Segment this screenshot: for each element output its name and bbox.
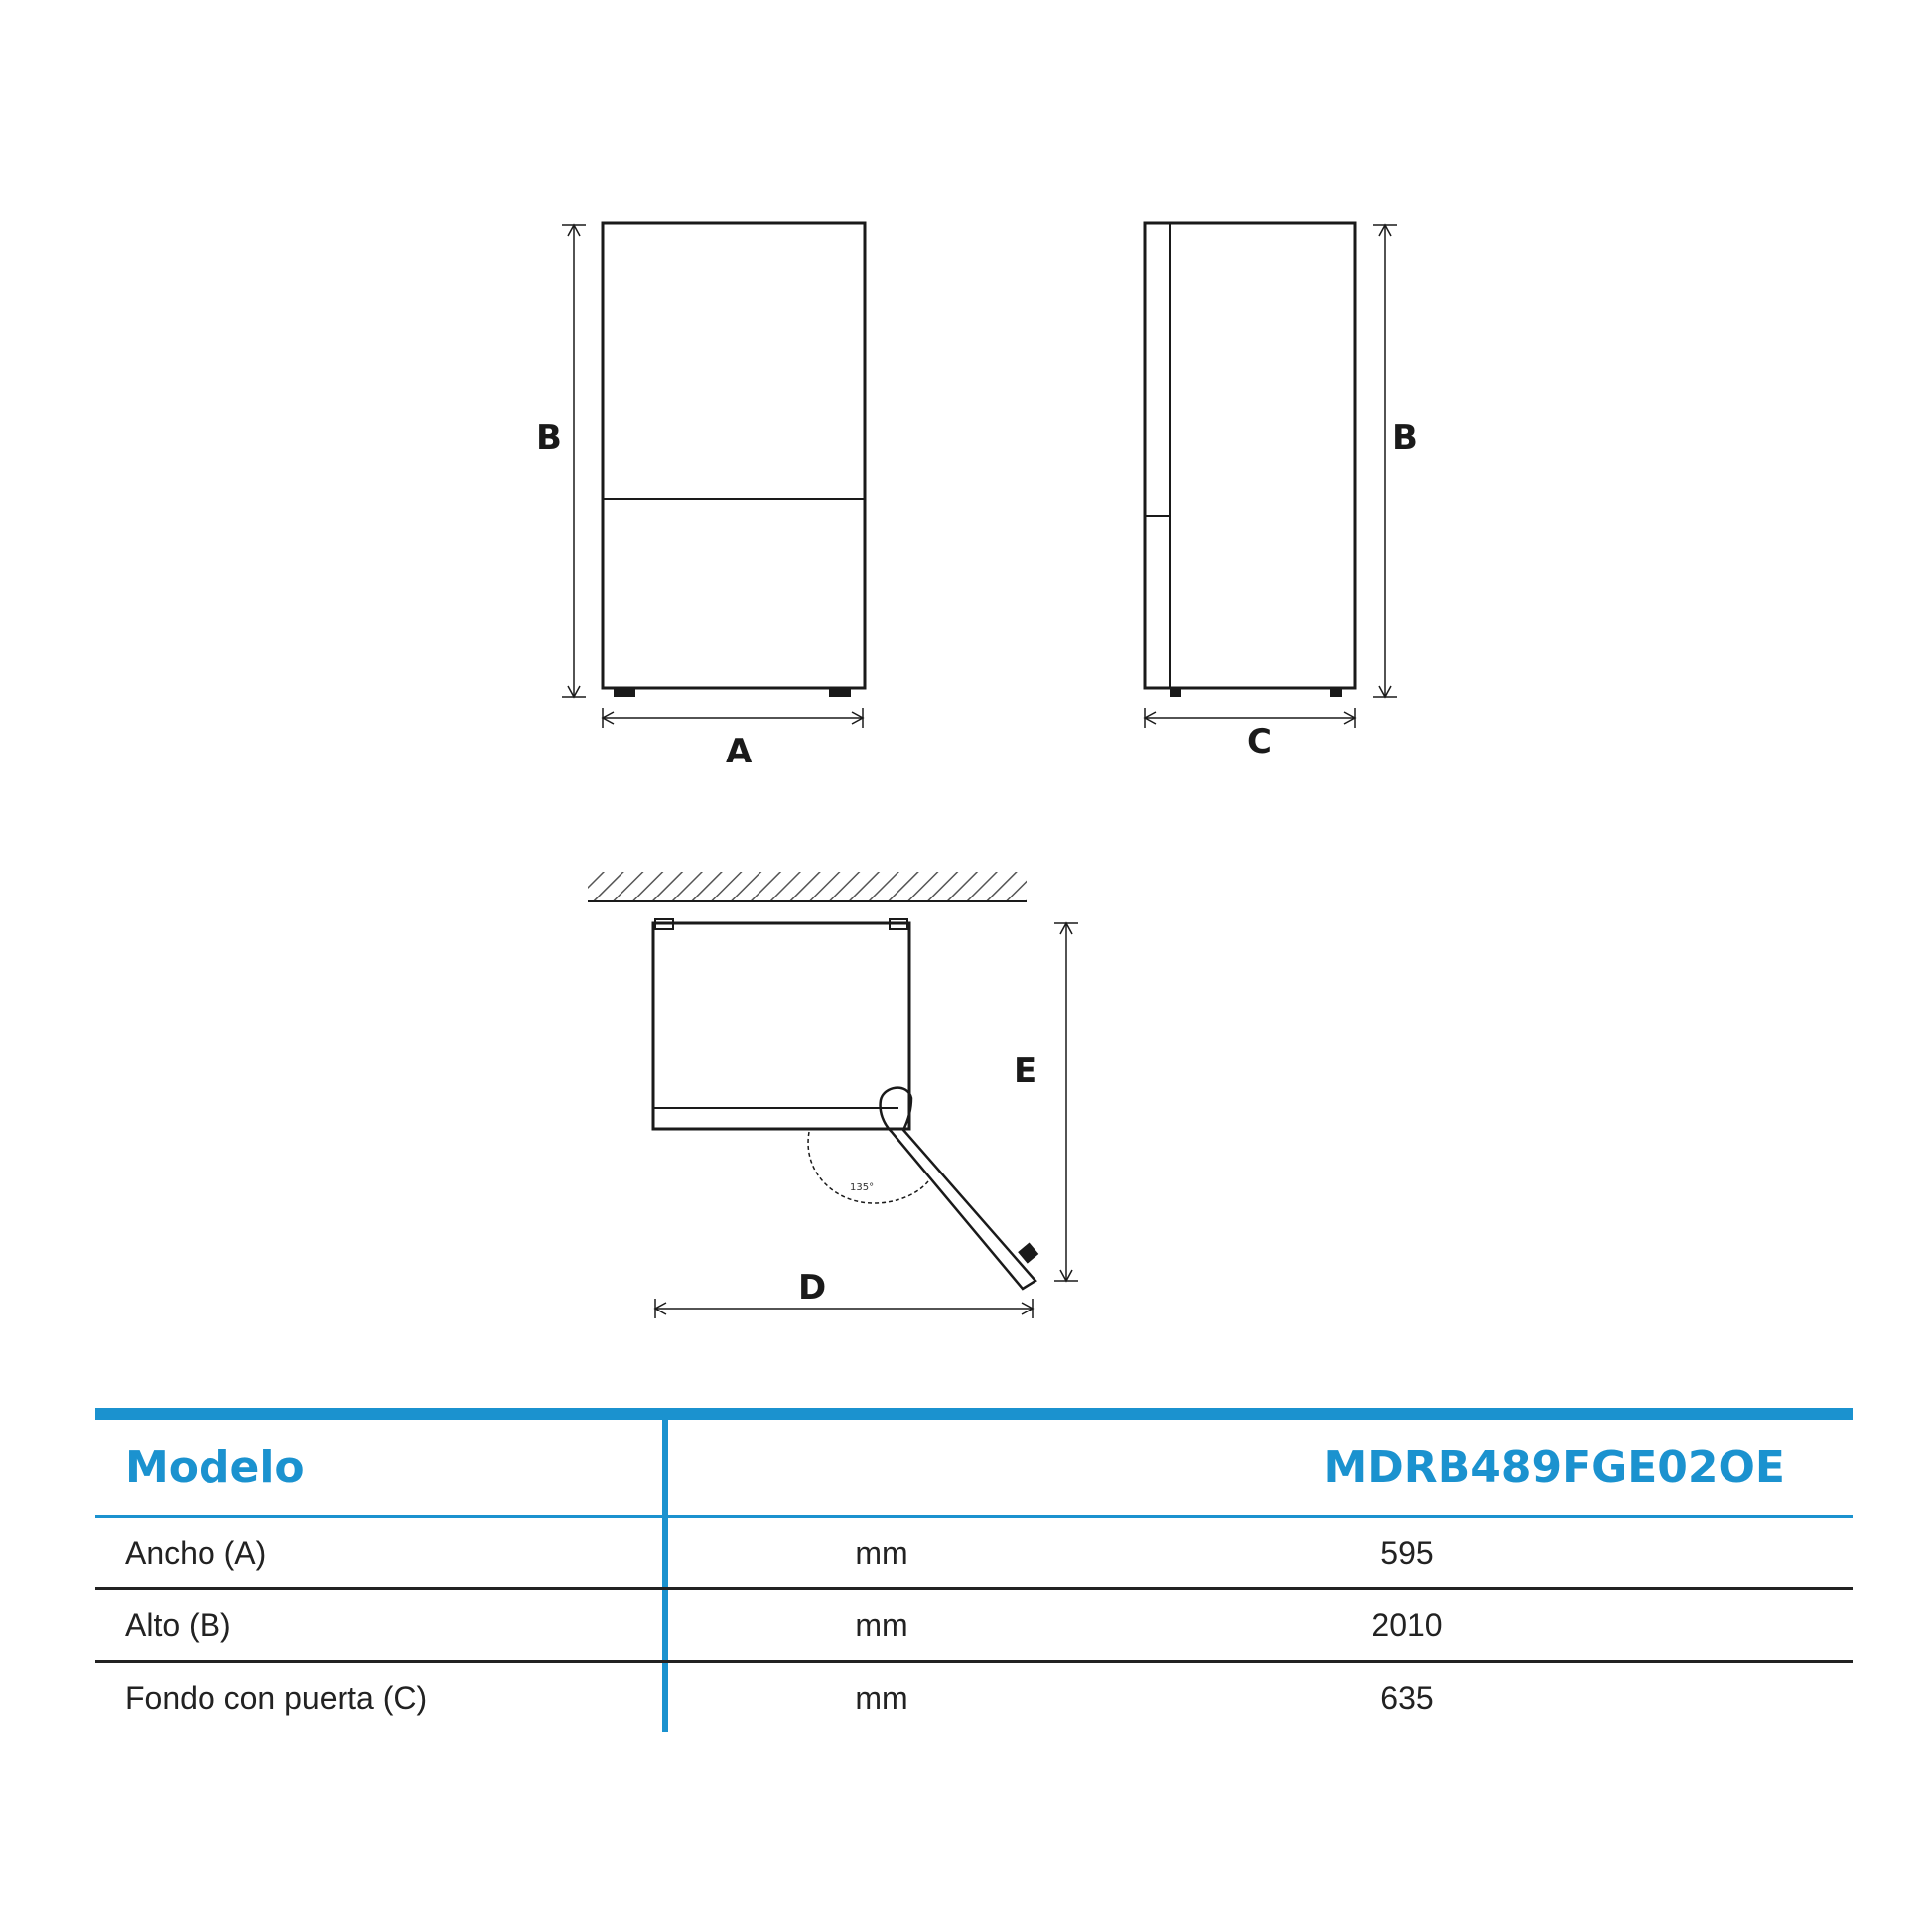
row-unit: mm xyxy=(855,1679,908,1716)
column-divider xyxy=(662,1518,668,1587)
column-divider xyxy=(662,1590,668,1660)
front-right-foot xyxy=(829,688,851,697)
top-view xyxy=(588,872,1078,1318)
row-value: 595 xyxy=(1380,1534,1434,1571)
top-width-dimension xyxy=(655,1299,1033,1318)
wall-hatch xyxy=(588,872,1027,901)
table-row xyxy=(95,1590,1853,1663)
front-width-dimension xyxy=(603,708,863,728)
front-height-dimension xyxy=(562,225,586,697)
row-label: Fondo con puerta (C) xyxy=(125,1679,428,1716)
row-label: Alto (B) xyxy=(125,1606,231,1643)
table-row xyxy=(95,1518,1853,1590)
side-depth-label: C xyxy=(1247,722,1272,761)
table-header-row xyxy=(95,1420,1853,1518)
side-height-dimension xyxy=(1373,225,1397,697)
front-fridge-body xyxy=(603,223,865,688)
front-height-label: B xyxy=(536,418,562,458)
column-divider xyxy=(662,1420,668,1515)
model-label: Modelo xyxy=(125,1442,305,1493)
row-value: 2010 xyxy=(1371,1606,1443,1643)
side-right-foot xyxy=(1330,688,1342,697)
front-view xyxy=(562,223,865,728)
row-label: Ancho (A) xyxy=(125,1534,267,1571)
swing-angle-label: 135° xyxy=(850,1182,875,1193)
table-row xyxy=(95,1663,1853,1732)
row-value: 635 xyxy=(1380,1679,1434,1716)
column-divider xyxy=(662,1663,668,1732)
model-name: MDRB489FGE02OE xyxy=(1323,1442,1785,1493)
table-top-bar xyxy=(95,1408,1853,1420)
open-door xyxy=(881,1088,1039,1289)
row-unit: mm xyxy=(855,1606,908,1643)
side-height-label: B xyxy=(1392,418,1418,458)
side-view xyxy=(1145,223,1397,728)
top-width-label: D xyxy=(798,1268,827,1308)
top-depth-dimension xyxy=(1054,923,1078,1281)
spec-table xyxy=(95,1408,1853,1732)
side-fridge-body xyxy=(1145,223,1355,688)
front-width-label: A xyxy=(726,732,753,771)
top-fridge-body xyxy=(653,923,909,1129)
top-depth-label: E xyxy=(1014,1051,1037,1091)
front-left-foot xyxy=(614,688,635,697)
side-left-foot xyxy=(1170,688,1181,697)
row-unit: mm xyxy=(855,1534,908,1571)
